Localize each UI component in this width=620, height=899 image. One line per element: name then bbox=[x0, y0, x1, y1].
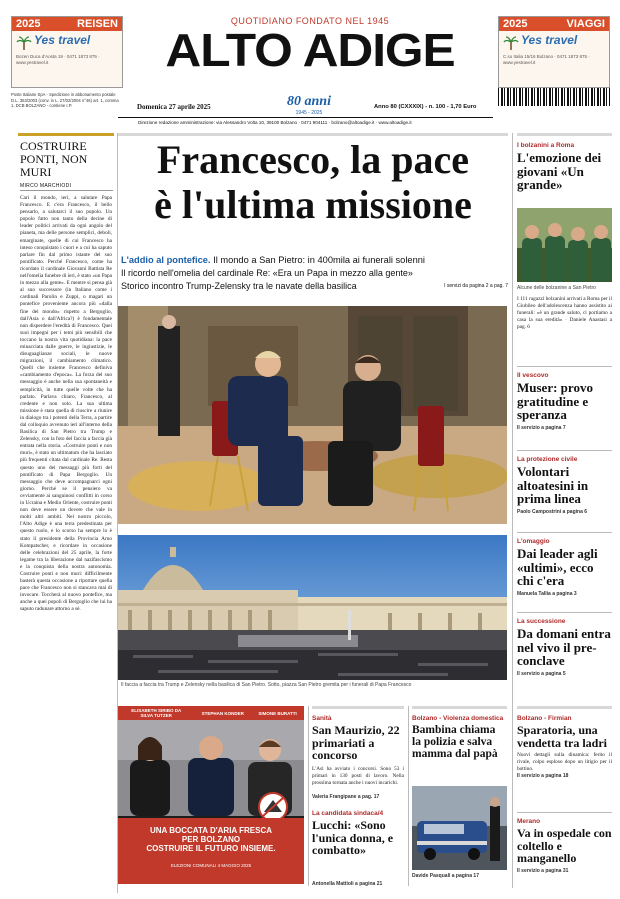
main-kicker: L'addio al pontefice. bbox=[121, 255, 211, 265]
candidate-name-3: SIMONE BURATTI bbox=[258, 710, 297, 716]
story-title: Bambina chiama la polizia e salva mamma dal papà bbox=[412, 724, 498, 761]
story-lucchi[interactable] bbox=[312, 810, 404, 888]
main-sub-3: Storico incontro Trump-Zelensky tra le navate della basilica bbox=[121, 281, 357, 291]
story-text: Nuovi dettagli sulla dinamica: ferito il rivale, colpo esploso dopo un litigio per il bottino. bbox=[517, 752, 612, 773]
editorial-body: Cari il mondo, ieri, a salutare Papa Francesco. E c'era Francesco, il bello pensarlo, a salutarci il suo popolo. Un popolo fatto non tanto della decine di leader politici arrivati da ogni angolo del pianeta, ma delle persone semplici, deboli, emarginate, quelle di cui Francesco ha inteso conquistato i cuori e a cui ha saputo parlare fin dal primo istante del suo pontificato. Perché Francesco, come ha ricordato il cardinale Giovanni Battista Re nell'omelia funebre di ieri, è stato «un Papa in mezzo alla gente». E mentre si pensa già al suo successore (in Italiano come i cardinali Parolin e Zuppi, o magari un pontefice proveniente ancora più «dalla fine del mondo» rispetto a Bergoglio, dall'Asia o dall'Africa?) è fondamentale non disperdere l'eredità di Francesco. Quei suoi impegni per i temi più sensibili che toccano la nostra vita quotidiana: la pace minacciata dalle guerre, le ingiustizie, le disuguaglianze sociali, le nuove migrazioni, il cambiamento climatico. Quelli che insieme Francesco definiva «cambiamento d'epoca». La forza del suo messaggio è anche nella sua spontaneità e semplicità, in tutte quelle volte che ha parlato. Parlava chiaro, Francesco, al credente e non solo. La sua ultima missione è stata quella di riuscire a riunire in dialogo tra i potenti della Terra, a partire dal colloquio avvenuto ieri all'interno della Basilica di San Pietro tra Trump e Zelensky, con la foto del faccia a faccia già entrata nella storia. «Costruire ponti e non muri», è stato un ultimatum che ha lasciato più frequenti citata dal cardinale Re. Resta questo uno dei messaggi più forti del pontificato di Papa Bergoglio. Un messaggio che deve accompagnarci ogni giorno. Perché se il pensiero va ovviamente ai sanguinosi conflitti in corso in Ucraina e Medio Oriente, costruire ponti non deve essere un dovere che vale in molti altri ambiti. Nel nostro piccolo, l'Alto Adige è una terra predestinata per questo ruolo, e lo scorso ha sempre lo è stato il presidente della Provincia Arno Kompatscher, e ricordare in occasione delle celebrazioni del 25 aprile, la forte legame tra la liberazione dal nazifascismo e la conquista della nostra autonomia. Costruire ponti e non muri: difficilmente basterà questa occasione a riportare quella pace che Francesco non si stancava mai di invocare. Toccherà al nuovo pontefice, ma anche a quei popoli di Bergoglio che lui ha saputo radunare attorno a sé. bbox=[20, 195, 112, 613]
story-sparatoria[interactable] bbox=[517, 706, 612, 780]
sidebar-rule bbox=[517, 133, 612, 136]
main-headline-1[interactable]: Francesco, la pace bbox=[156, 137, 470, 182]
column-divider-right bbox=[512, 133, 513, 888]
sidebar-note: Paolo Campostrini a pagina 6 bbox=[517, 508, 588, 515]
ad-election-names bbox=[118, 706, 304, 720]
sidebar-title: Da domani entra nel vivo il pre-conclave bbox=[517, 626, 611, 669]
postal-info: Poste Italiane SpA - Spedizione in abbonamento postale D.L. 353/2003 (conv. in L. 27/02/2004 n°46) art. 1, comma 1, DCB BOLZANO - contiene I.P. bbox=[11, 92, 119, 109]
main-sub-1 bbox=[121, 254, 506, 266]
ad-election[interactable] bbox=[118, 706, 304, 884]
ad-slogan-2: PER BOLZANO bbox=[181, 835, 241, 844]
sidebar-story-giovani[interactable] bbox=[517, 133, 612, 192]
photo-police-car bbox=[412, 786, 507, 870]
photo-san-pietro-square[interactable] bbox=[118, 535, 507, 680]
headline-rule bbox=[118, 133, 508, 136]
square-scene bbox=[118, 535, 507, 680]
editorial-divider bbox=[20, 190, 113, 191]
sidebar-section: Il vescovo bbox=[517, 372, 549, 379]
candidate-name-1: ELISABETH SIRIBO DA SILVA TUTZER bbox=[131, 708, 182, 718]
story-bambina-byline: Davide Pasquali a pagina 17 bbox=[412, 873, 479, 879]
story-section: Merano bbox=[517, 818, 541, 825]
palm-tree-icon bbox=[16, 35, 32, 51]
sidebar-story-conclave[interactable] bbox=[517, 612, 612, 678]
sidebar-rule bbox=[517, 612, 612, 613]
ad-slogan-1: UNA BOCCATA D'ARIA FRESCA bbox=[149, 826, 273, 835]
ad-right-brand: Yes travel bbox=[521, 33, 578, 47]
sidebar-story-volontari[interactable] bbox=[517, 450, 612, 516]
sidebar-title: Volontari altoatesini in prima linea bbox=[517, 464, 589, 507]
masthead bbox=[122, 16, 498, 74]
story-rule bbox=[312, 706, 404, 709]
editorial-rule bbox=[18, 133, 114, 136]
ad-right-label: VIAGGI bbox=[566, 18, 605, 30]
photo-giovani-bolzanini bbox=[517, 208, 612, 282]
ad-left-year: 2025 bbox=[16, 18, 41, 30]
candidate-name-2: STEPHAN KONDER bbox=[201, 710, 244, 716]
story-byline: Il servizio a pagina 18 bbox=[517, 773, 569, 780]
editorial-title[interactable]: COSTRUIRE PONTI, NON MURI bbox=[20, 139, 88, 179]
address-line: Direzione redazione amministrazione: via Alessandro Volta 10, 39100 Bolzano · 0471 904111 · bolzano@altoadige.it · www.altoadige.it bbox=[138, 120, 412, 125]
main-ref: I servizi da pagina 2 a pag. 7 bbox=[444, 283, 508, 289]
ad-left-info: Bozen Duca d'Aosta 19 · 0471 1873 875 · www.yestravel.it bbox=[16, 54, 100, 65]
ad-right-viaggi[interactable] bbox=[498, 16, 610, 88]
ad-right-info: C.so Italia 15/16 Bolzano · 0471 1873 875 · www.yestravel.it bbox=[503, 54, 590, 65]
ad-election-slogan bbox=[118, 818, 304, 884]
sidebar-story-leader[interactable] bbox=[517, 532, 612, 598]
ad-left-band bbox=[12, 17, 122, 31]
photo-trump-zelensky[interactable] bbox=[118, 306, 507, 524]
sidebar-photo-caption: Alcune delle bolzanine a San Pietro bbox=[517, 285, 596, 291]
anniversary-badge: 80 anni bbox=[287, 94, 331, 109]
barcode bbox=[498, 88, 610, 106]
story-section: Bolzano - Firmian bbox=[517, 715, 572, 722]
story-rule bbox=[517, 812, 612, 813]
story-title: Sparatoria, una vendetta tra ladri bbox=[517, 723, 607, 750]
ad-left-label: REISEN bbox=[77, 18, 118, 30]
sidebar-story-muser[interactable] bbox=[517, 366, 612, 432]
divider-bottom-1 bbox=[308, 706, 309, 886]
story-merano[interactable] bbox=[517, 812, 612, 875]
sidebar-section: La protezione civile bbox=[517, 456, 578, 463]
sidebar-note: Il servizio a pagina 5 bbox=[517, 670, 566, 677]
story-title: San Maurizio, 22 primariati a concorso bbox=[312, 723, 400, 763]
story-section: Bolzano - Violenza domestica bbox=[412, 715, 504, 722]
masthead-tagline: QUOTIDIANO FONDATO NEL 1945 bbox=[230, 16, 390, 26]
sidebar-section: La successione bbox=[517, 618, 566, 625]
divider-bottom-2 bbox=[408, 706, 409, 886]
main-headline-2[interactable]: è l'ultima missione bbox=[154, 182, 472, 227]
story-title: Lucchi: «Sono l'unica donna, e combatto» bbox=[312, 818, 394, 858]
sidebar-title: Muser: provo gratitudine e speranza bbox=[517, 380, 593, 423]
story-byline: Il servizio a pagina 31 bbox=[517, 867, 569, 874]
ad-left-brand: Yes travel bbox=[34, 33, 91, 47]
sidebar-section: L'omaggio bbox=[517, 538, 550, 545]
story-byline: Antonella Mattioli a pagina 21 bbox=[312, 880, 383, 887]
story-section: La candidata sindaca/4 bbox=[312, 810, 384, 817]
story-san-maurizio[interactable] bbox=[312, 706, 404, 801]
sidebar-rule bbox=[517, 532, 612, 533]
sidebar-title: L'emozione dei giovani «Un grande» bbox=[517, 150, 602, 193]
story-byline: Valeria Frangipane a pag. 17 bbox=[312, 793, 380, 800]
anniversary-years: 1945 - 2025 bbox=[295, 110, 323, 116]
ad-slogan-3: COSTRUIRE IL FUTURO INSIEME. bbox=[146, 844, 276, 853]
ad-right-year: 2025 bbox=[503, 18, 528, 30]
story-rule bbox=[412, 706, 507, 709]
sidebar-note: Manuela Tallia a pagina 3 bbox=[517, 590, 577, 597]
story-text: L'Asl ha avviato i concorsi. Sono 53 i primari in 130 posti di lavoro. Nella prossima tornata anche i nuovi incarichi. bbox=[312, 765, 404, 786]
editorial-author: MIRCO MARCHIODI bbox=[20, 183, 72, 189]
sidebar-title: Dai leader agli «ultimi», ecco chi c'era bbox=[517, 546, 598, 589]
sidebar-giovani-text: I 111 ragazzi bolzanini arrivati a Roma per il Giubileo dell'adolescenza hanno assistito ai funerali: «è un grande saluto, ci portiamo a casa la sua eredità» · Daniele Anastasi a pag. 6 bbox=[517, 296, 612, 331]
police-car-scene bbox=[412, 786, 507, 870]
ad-right-band bbox=[499, 17, 609, 31]
story-title: Va in ospedale con coltello e manganello bbox=[517, 826, 612, 866]
sidebar-rule bbox=[517, 450, 612, 451]
story-rule bbox=[517, 706, 612, 709]
story-bambina[interactable] bbox=[412, 706, 507, 760]
main-sub-2: Il ricordo nell'omelia del cardinale Re: «Era un Papa in mezzo alla gente» bbox=[121, 268, 413, 278]
main-sub-1-text: Il mondo a San Pietro: in 400mila ai funerali solenni bbox=[213, 255, 425, 265]
story-section: Sanità bbox=[312, 715, 332, 722]
issue-date: Domenica 27 aprile 2025 bbox=[137, 103, 211, 111]
sidebar-rule bbox=[517, 366, 612, 367]
ad-election-footer: ELEZIONI COMUNALI 4 MAGGIO 2025 bbox=[170, 863, 252, 868]
masthead-rule bbox=[118, 117, 493, 118]
basilica-scene bbox=[118, 306, 507, 524]
giovani-scene bbox=[517, 208, 612, 282]
issue-number: Anno 80 (CXXXIX) - n. 100 - 1,70 Euro bbox=[374, 104, 477, 110]
sidebar-section: I bolzanini a Roma bbox=[517, 142, 575, 149]
main-caption: Il faccia a faccia tra Trump e Zelensky nella basilica di San Pietro. Sotto, piazza San Pietro gremita per i funerali di Papa Francesco bbox=[121, 682, 412, 688]
sidebar-note: Il servizio a pagina 7 bbox=[517, 424, 566, 431]
masthead-title[interactable]: ALTO ADIGE bbox=[165, 24, 455, 76]
